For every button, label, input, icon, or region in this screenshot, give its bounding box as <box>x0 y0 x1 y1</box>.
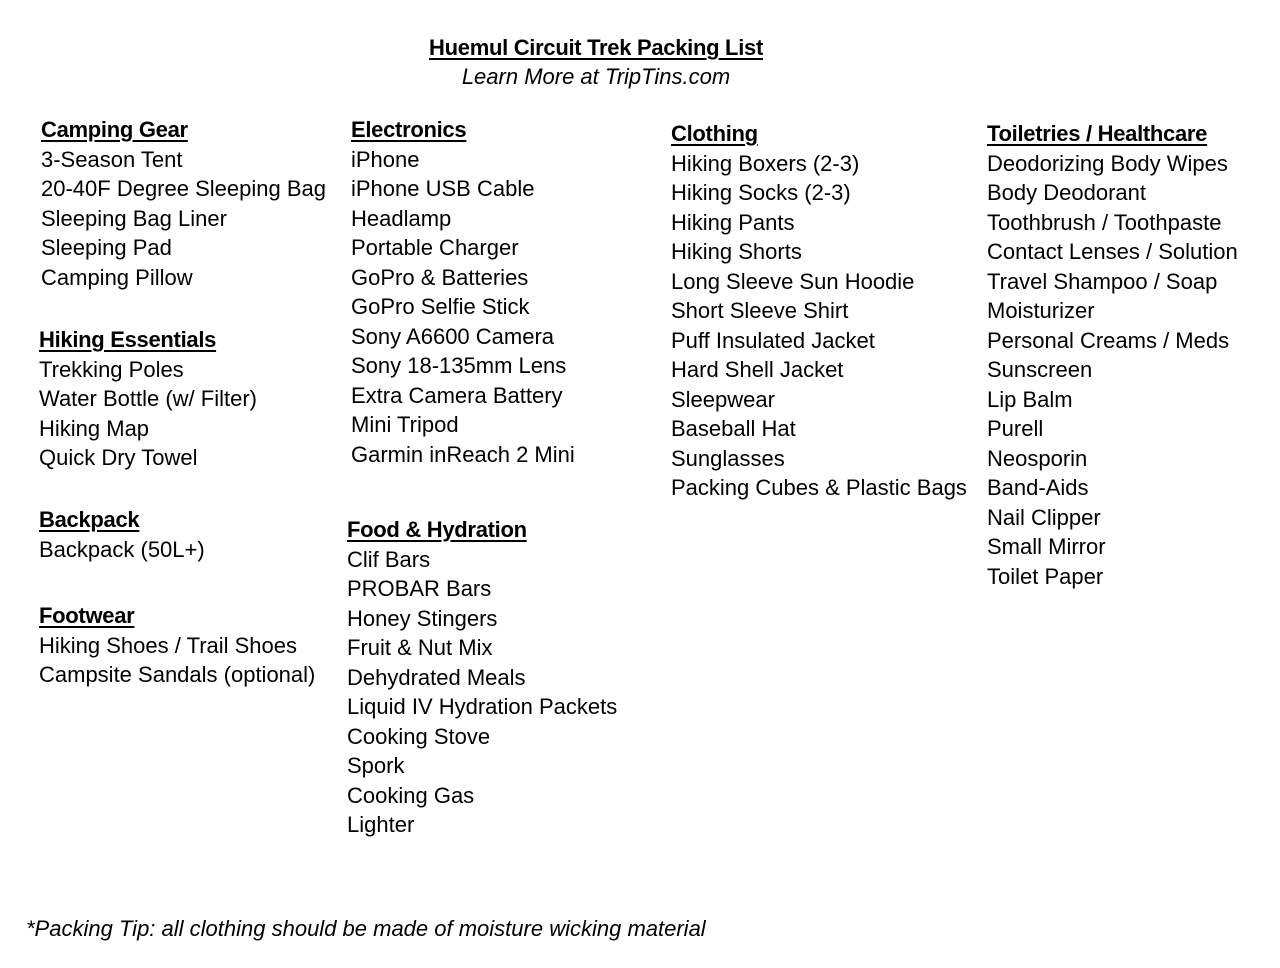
list-item: Quick Dry Towel <box>39 445 198 470</box>
list-item: Band-Aids <box>987 475 1089 500</box>
list-item: Neosporin <box>987 445 1088 471</box>
list-item: Travel Shampoo / Soap <box>987 268 1218 294</box>
item-list <box>671 149 967 503</box>
item-list <box>39 631 315 690</box>
section-food-hydration <box>347 515 617 840</box>
list-item: Short Sleeve Shirt <box>671 298 849 323</box>
item-list <box>347 545 617 840</box>
list-item: Cooking Gas <box>347 782 475 808</box>
list-item: Hiking Boxers (2-3) <box>671 150 860 176</box>
list-item: Cooking Stove <box>347 723 491 749</box>
list-item: Sunglasses <box>671 445 785 471</box>
section-footwear <box>39 601 315 690</box>
list-item: Dehydrated Meals <box>347 664 526 690</box>
list-item: Liquid IV Hydration Packets <box>347 694 618 719</box>
section-camping-gear <box>41 115 326 292</box>
section-heading: Electronics <box>351 117 467 142</box>
list-item: Hiking Shorts <box>671 239 802 264</box>
list-item: Toothbrush / Toothpaste <box>987 209 1222 235</box>
list-item: iPhone <box>351 146 420 172</box>
section-backpack <box>39 505 205 564</box>
section-toiletries-healthcare <box>987 119 1238 591</box>
item-list <box>39 535 205 565</box>
list-item: iPhone USB Cable <box>351 176 535 201</box>
list-item: Sony A6600 Camera <box>351 323 555 349</box>
page-title: Huemul Circuit Trek Packing List <box>429 35 763 60</box>
list-item: Small Mirror <box>987 534 1106 559</box>
list-item: Packing Cubes & Plastic Bags <box>671 475 967 500</box>
list-item: Sleepwear <box>671 386 775 412</box>
section-electronics <box>351 115 575 469</box>
list-item: Hiking Map <box>39 415 150 441</box>
list-item: Sleeping Pad <box>41 235 172 260</box>
list-item: Sunscreen <box>987 357 1093 382</box>
section-heading: Toiletries / Healthcare <box>987 121 1208 146</box>
list-item: Hiking Pants <box>671 209 795 235</box>
section-heading: Backpack <box>39 507 140 532</box>
packing-tip: *Packing Tip: all clothing should be made of moisture wicking material <box>26 916 706 941</box>
list-item: Puff Insulated Jacket <box>671 327 875 353</box>
list-item: Long Sleeve Sun Hoodie <box>671 268 915 294</box>
list-item: PROBAR Bars <box>347 576 492 601</box>
section-heading: Footwear <box>39 603 135 628</box>
list-item: Deodorizing Body Wipes <box>987 150 1228 176</box>
list-item: Hard Shell Jacket <box>671 357 844 382</box>
list-item: Hiking Shoes / Trail Shoes <box>39 632 298 658</box>
section-heading: Camping Gear <box>41 117 188 142</box>
list-item: Mini Tripod <box>351 412 459 437</box>
section-hiking-essentials <box>39 325 257 473</box>
list-item: Fruit & Nut Mix <box>347 635 493 660</box>
list-item: Backpack (50L+) <box>39 536 205 562</box>
list-item: Spork <box>347 753 405 778</box>
list-item: Honey Stingers <box>347 605 498 631</box>
page-subtitle: Learn More at TripTins.com <box>461 64 731 89</box>
list-item: Toilet Paper <box>987 563 1104 589</box>
list-item: Lip Balm <box>987 386 1073 412</box>
section-heading: Hiking Essentials <box>39 327 217 352</box>
list-item: Contact Lenses / Solution <box>987 239 1238 264</box>
list-item: Water Bottle (w/ Filter) <box>39 386 257 411</box>
list-item: Campsite Sandals (optional) <box>39 662 316 687</box>
list-item: Nail Clipper <box>987 504 1101 530</box>
list-item: Personal Creams / Meds <box>987 327 1230 353</box>
section-clothing <box>671 119 967 503</box>
list-item: Sleeping Bag Liner <box>41 205 227 231</box>
item-list <box>41 145 326 293</box>
section-heading: Food & Hydration <box>347 517 527 542</box>
list-item: Body Deodorant <box>987 180 1146 205</box>
list-item: Hiking Socks (2-3) <box>671 180 851 205</box>
list-item: Clif Bars <box>347 546 431 572</box>
list-item: Garmin inReach 2 Mini <box>351 441 575 467</box>
list-item: GoPro Selfie Stick <box>351 294 530 319</box>
list-item: 3-Season Tent <box>41 146 183 172</box>
item-list <box>987 149 1238 592</box>
list-item: Moisturizer <box>987 298 1095 323</box>
list-item: Headlamp <box>351 205 452 231</box>
list-item: Baseball Hat <box>671 416 796 441</box>
list-item: Trekking Poles <box>39 356 184 382</box>
list-item: Purell <box>987 416 1044 441</box>
list-item: Lighter <box>347 812 415 837</box>
section-heading: Clothing <box>671 121 758 146</box>
title-block <box>0 34 1192 92</box>
list-item: Extra Camera Battery <box>351 382 563 408</box>
list-item: Portable Charger <box>351 235 519 260</box>
list-item: Sony 18-135mm Lens <box>351 353 567 378</box>
list-item: GoPro & Batteries <box>351 264 529 290</box>
item-list <box>351 145 575 470</box>
list-item: 20-40F Degree Sleeping Bag <box>41 176 326 201</box>
item-list <box>39 355 257 473</box>
list-item: Camping Pillow <box>41 264 193 290</box>
